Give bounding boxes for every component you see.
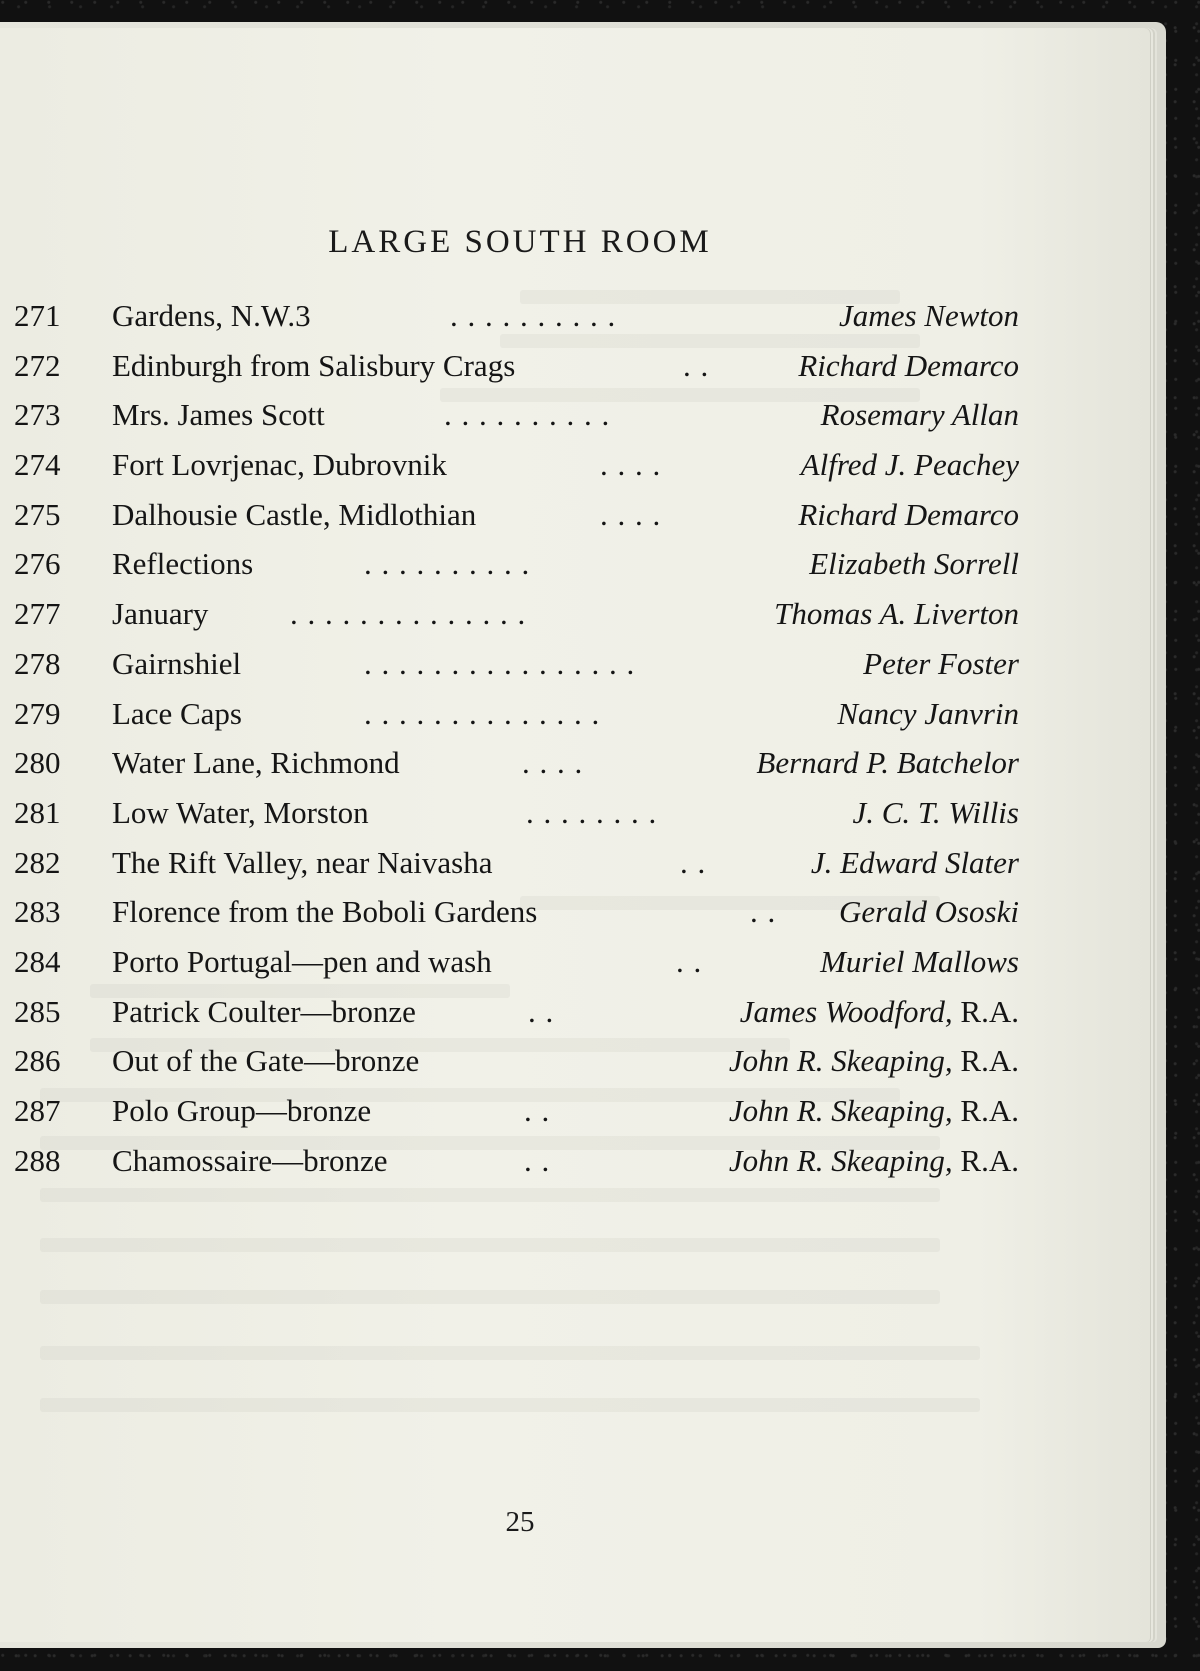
entry-artist (837, 696, 1019, 732)
entry-number: 272 (14, 347, 61, 383)
entry-artist (801, 447, 1019, 483)
catalogue-entries (0, 298, 1150, 1192)
entry-artist (839, 298, 1019, 334)
dot-leader: . . . . . . . . . . (444, 397, 611, 433)
entry-number: 278 (14, 645, 61, 681)
dot-leader: . . . . (600, 447, 662, 483)
entry-number: 279 (14, 695, 61, 731)
entry-title: Patrick Coulter—bronze (112, 993, 416, 1029)
artist-name: Peter Foster (863, 645, 1019, 681)
honour-suffix: R.A. (960, 1093, 1019, 1128)
entry-number: 282 (14, 844, 61, 880)
dot-leader: . . (750, 894, 777, 930)
honour-suffix: R.A. (960, 1043, 1019, 1079)
entry-title: Edinburgh from Salisbury Crags (112, 347, 516, 383)
entry-artist (756, 745, 1019, 781)
entry-number: 280 (14, 745, 61, 781)
catalogue-entry (0, 447, 1150, 497)
catalogue-entry (0, 1143, 1150, 1193)
entry-number: 285 (14, 993, 61, 1029)
entry-title: Water Lane, Richmond (112, 745, 400, 781)
entry-artist (798, 348, 1019, 384)
dot-leader: . . . . . . . . . . . . . . (290, 596, 527, 632)
dot-leader: . . (680, 844, 707, 880)
dot-leader: . . . . (522, 745, 584, 781)
entry-number: 273 (14, 397, 61, 433)
artist-name: Gerald Ososki (839, 894, 1019, 930)
artist-name: Bernard P. Batchelor (756, 745, 1019, 781)
entry-number: 284 (14, 943, 61, 979)
entry-title: Gardens, N.W.3 (112, 298, 311, 333)
artist-name: John R. Skeaping, (728, 1093, 953, 1128)
entry-artist (852, 795, 1019, 831)
honour-suffix: R.A. (960, 993, 1019, 1029)
entry-number: 274 (14, 447, 61, 483)
dot-leader: . . . . . . . . . . . . . . . . (364, 645, 636, 681)
entry-number: 286 (14, 1043, 61, 1079)
entry-title: Fort Lovrjenac, Dubrovnik (112, 447, 447, 483)
entry-number: 276 (14, 546, 61, 582)
entry-artist (798, 497, 1019, 533)
artist-name: James Newton (839, 298, 1019, 333)
dot-leader: . . (683, 347, 710, 383)
dot-leader: . . (524, 1093, 551, 1128)
dot-leader: . . . . (600, 496, 662, 532)
dot-leader: . . . . . . . . . . (450, 298, 617, 333)
artist-name: John R. Skeaping, (728, 1142, 953, 1178)
entry-artist (839, 894, 1019, 930)
room-title: LARGE SOUTH ROOM (328, 224, 712, 260)
catalogue-entry (0, 745, 1150, 795)
catalogue-entry (0, 397, 1150, 447)
catalogue-entry (0, 845, 1150, 895)
entry-title: Chamossaire—bronze (112, 1142, 388, 1178)
entry-number: 277 (14, 596, 61, 632)
artist-name: Muriel Mallows (820, 943, 1019, 979)
entry-number: 275 (14, 496, 61, 532)
catalogue-entry (0, 497, 1150, 547)
entry-number: 288 (14, 1142, 61, 1178)
entry-title: The Rift Valley, near Naivasha (112, 844, 493, 880)
entry-number: 281 (14, 794, 61, 830)
dot-leader: . . . . . . . . (526, 794, 658, 830)
catalogue-entry (0, 546, 1150, 596)
catalogue-entry (0, 1043, 1150, 1093)
entry-artist (821, 397, 1019, 433)
entry-artist (809, 546, 1019, 582)
dot-leader: . . . . . . . . . . . . . . (364, 695, 601, 731)
entry-artist (729, 1093, 1019, 1129)
artist-name: John R. Skeaping, (728, 1043, 953, 1079)
artist-name: J. C. T. Willis (852, 794, 1019, 830)
entry-title: Low Water, Morston (112, 794, 369, 830)
entry-artist (740, 994, 1019, 1030)
catalogue-entry (0, 646, 1150, 696)
entry-number: 271 (14, 298, 61, 333)
entry-title: January (112, 596, 209, 632)
entry-number: 287 (14, 1093, 61, 1128)
artist-name: Thomas A. Liverton (774, 596, 1019, 632)
artist-name: Elizabeth Sorrell (809, 546, 1019, 582)
dot-leader: . . . . . . . . . . (364, 546, 531, 582)
dot-leader: . . (528, 993, 555, 1029)
entry-title: Out of the Gate—bronze (112, 1043, 420, 1079)
dot-leader: . . (524, 1142, 551, 1178)
artist-name: Alfred J. Peachey (800, 447, 1019, 483)
entry-artist (820, 944, 1019, 980)
artist-name: Rosemary Allan (820, 397, 1019, 433)
catalogue-entry (0, 696, 1150, 746)
entry-artist (729, 1043, 1019, 1079)
catalogue-entry (0, 894, 1150, 944)
entry-artist (863, 646, 1019, 682)
artist-name: Richard Demarco (798, 496, 1019, 532)
entry-artist (774, 596, 1019, 632)
catalogue-entry (0, 348, 1150, 398)
entry-artist (729, 1143, 1019, 1179)
entry-title: Porto Portugal—pen and wash (112, 943, 492, 979)
entry-number: 283 (14, 894, 61, 930)
dot-leader: . . (676, 943, 703, 979)
page-number: 25 (505, 1506, 535, 1538)
catalogue-entry (0, 1093, 1150, 1143)
catalogue-entry (0, 298, 1150, 348)
catalogue-entry (0, 795, 1150, 845)
entry-title: Mrs. James Scott (112, 397, 325, 433)
honour-suffix: R.A. (960, 1142, 1019, 1178)
catalogue-entry (0, 596, 1150, 646)
artist-name: James Woodford, (739, 993, 953, 1029)
catalogue-page (0, 28, 1150, 1642)
entry-artist (811, 845, 1019, 881)
catalogue-entry (0, 994, 1150, 1044)
entry-title: Gairnshiel (112, 645, 242, 681)
entry-title: Reflections (112, 546, 254, 582)
entry-title: Lace Caps (112, 695, 242, 731)
artist-name: Richard Demarco (798, 347, 1019, 383)
entry-title: Dalhousie Castle, Midlothian (112, 496, 477, 532)
entry-title: Florence from the Boboli Gardens (112, 894, 538, 930)
catalogue-entry (0, 944, 1150, 994)
artist-name: Nancy Janvrin (837, 695, 1019, 731)
artist-name: J. Edward Slater (810, 844, 1019, 880)
entry-title: Polo Group—bronze (112, 1093, 372, 1128)
